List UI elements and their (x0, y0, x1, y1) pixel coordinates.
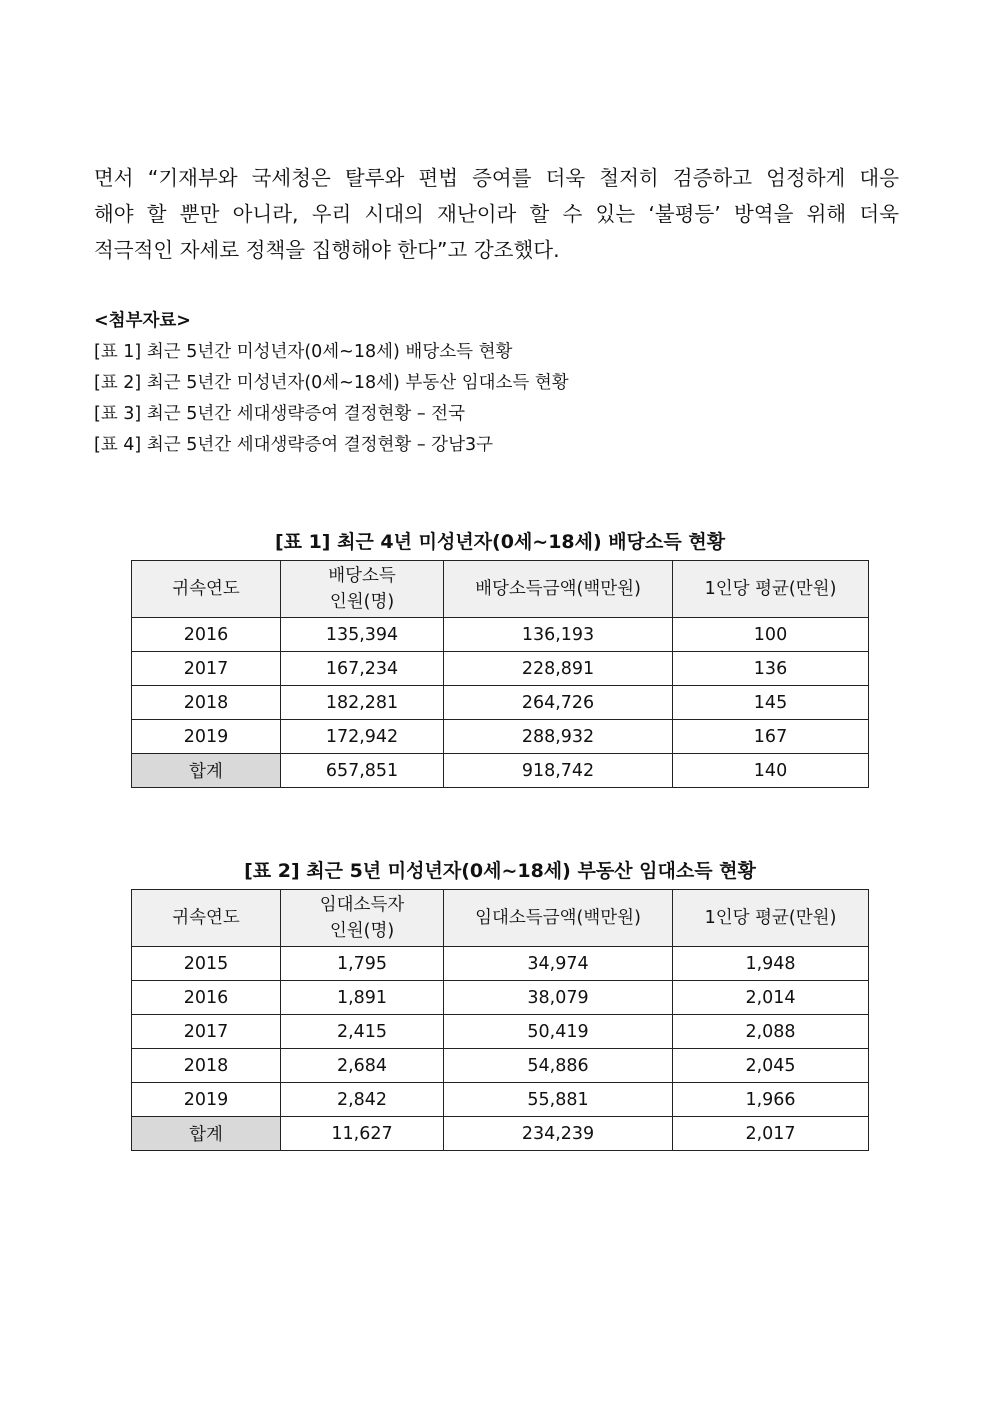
cell-count: 172,942 (281, 720, 444, 754)
cell-count: 135,394 (281, 618, 444, 652)
cell-count: 1,891 (281, 981, 444, 1015)
cell-average: 2,045 (673, 1049, 869, 1083)
header-count (281, 890, 444, 947)
cell-year: 2016 (132, 618, 281, 652)
cell-count: 2,415 (281, 1015, 444, 1049)
cell-count: 11,627 (281, 1117, 444, 1151)
header-count (281, 561, 444, 618)
body-paragraph (94, 160, 899, 268)
table1 (131, 560, 869, 788)
cell-amount: 50,419 (444, 1015, 673, 1049)
cell-year: 2018 (132, 1049, 281, 1083)
body-line: 적극적인 자세로 정책을 집행해야 한다”고 강조했다. (94, 238, 560, 262)
table-row (132, 652, 869, 686)
cell-average: 1,948 (673, 947, 869, 981)
table-row (132, 686, 869, 720)
table-row (132, 981, 869, 1015)
attachment-item: [표 4] 최근 5년간 세대생략증여 결정현황 – 강남3구 (94, 435, 494, 455)
table-header-row (132, 561, 869, 618)
cell-year: 2015 (132, 947, 281, 981)
cell-amount: 264,726 (444, 686, 673, 720)
cell-count: 2,684 (281, 1049, 444, 1083)
cell-average: 1,966 (673, 1083, 869, 1117)
cell-year: 2019 (132, 720, 281, 754)
cell-average: 2,014 (673, 981, 869, 1015)
table-header-row (132, 890, 869, 947)
attachment-item: [표 2] 최근 5년간 미성년자(0세~18세) 부동산 임대소득 현황 (94, 373, 569, 393)
header-year: 귀속연도 (132, 561, 281, 618)
table-row (132, 1049, 869, 1083)
header-average: 1인당 평균(만원) (673, 890, 869, 947)
cell-amount: 918,742 (444, 754, 673, 788)
cell-amount: 234,239 (444, 1117, 673, 1151)
header-amount: 배당소득금액(백만원) (444, 561, 673, 618)
body-line: 면서 “기재부와 국세청은 탈루와 편법 증여를 더욱 철저히 검증하고 엄정하게 대응 (94, 166, 899, 190)
cell-average: 136 (673, 652, 869, 686)
cell-count: 167,234 (281, 652, 444, 686)
attachment-item: [표 3] 최근 5년간 세대생략증여 결정현황 – 전국 (94, 404, 465, 424)
cell-count: 657,851 (281, 754, 444, 788)
cell-average: 145 (673, 686, 869, 720)
header-count-line1: 임대소득자 (319, 895, 405, 915)
cell-average: 140 (673, 754, 869, 788)
attachment-item: [표 1] 최근 5년간 미성년자(0세~18세) 배당소득 현황 (94, 342, 513, 362)
cell-amount: 55,881 (444, 1083, 673, 1117)
cell-amount: 34,974 (444, 947, 673, 981)
table-row (132, 1015, 869, 1049)
header-amount: 임대소득금액(백만원) (444, 890, 673, 947)
cell-amount: 54,886 (444, 1049, 673, 1083)
header-count-line1: 배당소득 (328, 566, 396, 586)
cell-year: 2018 (132, 686, 281, 720)
header-average: 1인당 평균(만원) (673, 561, 869, 618)
header-year: 귀속연도 (132, 890, 281, 947)
cell-amount: 136,193 (444, 618, 673, 652)
attachments-heading: <첨부자료> (94, 311, 191, 331)
table-row (132, 720, 869, 754)
cell-average: 2,088 (673, 1015, 869, 1049)
table2-title: [표 2] 최근 5년 미성년자(0세~18세) 부동산 임대소득 현황 (244, 860, 756, 882)
cell-year: 2017 (132, 1015, 281, 1049)
cell-average: 2,017 (673, 1117, 869, 1151)
cell-year: 2016 (132, 981, 281, 1015)
cell-count: 1,795 (281, 947, 444, 981)
cell-count: 2,842 (281, 1083, 444, 1117)
table-total-row (132, 1117, 869, 1151)
cell-amount: 228,891 (444, 652, 673, 686)
table2 (131, 889, 869, 1151)
body-line: 해야 할 뿐만 아니라, 우리 시대의 재난이라 할 수 있는 ‘불평등’ 방역을 위해 더욱 (94, 202, 899, 226)
cell-average: 100 (673, 618, 869, 652)
attachments-list (94, 306, 569, 461)
cell-amount: 38,079 (444, 981, 673, 1015)
cell-count: 182,281 (281, 686, 444, 720)
table1-title: [표 1] 최근 4년 미성년자(0세~18세) 배당소득 현황 (274, 531, 726, 553)
cell-total-label: 합계 (132, 754, 281, 788)
cell-amount: 288,932 (444, 720, 673, 754)
cell-average: 167 (673, 720, 869, 754)
table-row (132, 947, 869, 981)
table-row (132, 618, 869, 652)
header-count-line2: 인원(명) (329, 592, 395, 612)
cell-year: 2017 (132, 652, 281, 686)
cell-year: 2019 (132, 1083, 281, 1117)
table-row (132, 1083, 869, 1117)
cell-total-label: 합계 (132, 1117, 281, 1151)
table-total-row (132, 754, 869, 788)
header-count-line2: 인원(명) (329, 921, 395, 941)
